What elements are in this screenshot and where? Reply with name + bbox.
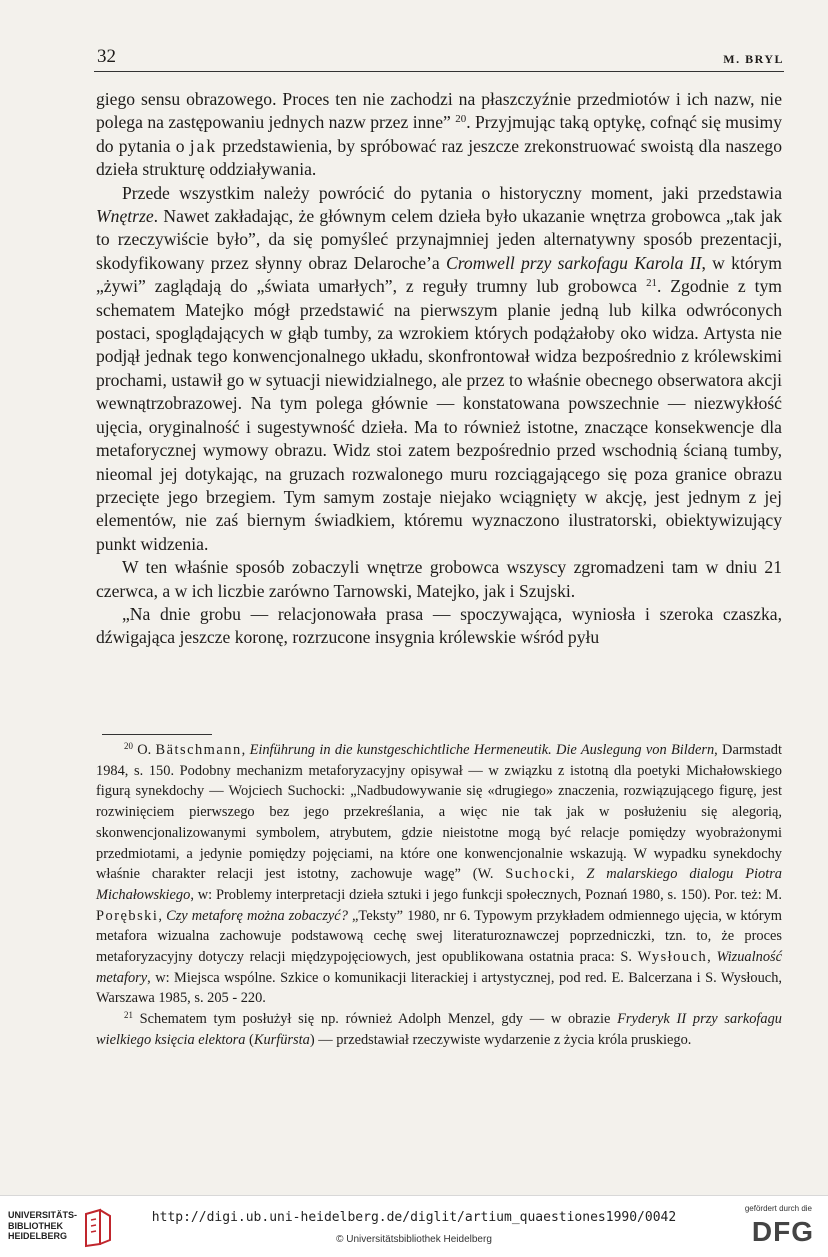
body-paragraph: W ten właśnie sposób zobaczyli wnętrze grobowca wszyscy zgromadzeni tam w dniu 21 czerwca, a w ich liczbie zarówno Tarnowski, Matejko, jak i Szujski. <box>96 557 782 601</box>
dfg-logo: DFG <box>751 1216 814 1247</box>
footnote-rule <box>102 734 212 735</box>
body-text <box>96 88 782 650</box>
funding-label: gefördert durch die <box>744 1204 812 1213</box>
viewer-footer <box>0 1195 828 1257</box>
body-paragraph: Przede wszystkim należy powrócić do pytania o historyczny moment, jaki przedstawia Wnętrze. Nawet zakładając, że głównym celem dzieła było ukazanie wnętrza grobowca „tak jak to rzeczywiście było”, da się pomyśleć przynajmniej jeden alternatywny sposób prezentacji, skodyfikowany przez słynny obraz Delaroche’a Cromwell przy sarkofagu Karola II, w którym „żywi” zaglądają do „świata umarłych”, z reguły trumny lub grobowca $^{21}$. Zgodnie z tym schematem Matejko mógł przedstawić na pierwszym planie jedną lub kilka odwróconych postaci, spoglądających w głąb tumby, za wzrokiem których podążałoby oko widza. Artysta nie podjął jednak tego konwencjonalnego układu, skonfrontował widza bezpośrednio z królewskimi prochami, ustawił go w sytuacji niewidzialnego, ale przez to właśnie obecnego obserwatora akcji wewnątrzobrazowej. Na tym polega głównie — konstatowana powszechnie — niezwykłość ujęcia, oryginalność i sugestywność dzieła. Ma to również istotne, znaczące konsekwencje dla metaforycznej wymowy obrazu. Widz stoi zatem bezpośrednio przed wschodnią ścianą tumby, nieomal jej dotykając, na gruzach rozwalonego muru rozciągającego się poza granice obrazu przecięte jego brzegiem. Tym samym zostaje niejako wciągnięty w akcję, jest jednym z jej elementów, nie zaś biernym świadkiem, któremu wyznaczono ilustratorski, obiektywizujący punkt widzenia. <box>96 182 782 554</box>
body-paragraph: giego sensu obrazowego. Proces ten nie zachodzi na płaszczyźnie przedmiotów i ich nazw, nie polega na zastępowaniu jednych nazw przez inne” $^{20}$. Przyjmując taką optykę, cofnąć się musimy do pytania o jak przedstawienia, by spróbować raz jeszcze zrekonstruować swoistą dla naszego dzieła strukturę oddziaływania. <box>96 89 783 180</box>
body-paragraph: „Na dnie grobu — relacjonowała prasa — spoczywająca, wyniosła i szeroka czaszka, dźwigająca jeszcze koronę, rozrzucone insygnia królewskie wśród pyłu <box>96 603 782 648</box>
library-name: UNIVERSITÄTS- BIBLIOTHEK HEIDELBERG <box>8 1210 78 1241</box>
footnotes <box>96 740 782 1051</box>
footnote: $^{21}$ Schematem tym posłużył się np. również Adolph Menzel, gdy — w obrazie Fryderyk II przy sarkofagu wielkiego księcia elektora (Kurfürsta) — przedstawiał rzeczywiste wydarzenie z życia króla pruskiego. <box>96 1010 782 1048</box>
footnote: $^{20}$ O. Bätschmann, Einführung in die kunstgeschichtliche Hermeneutik. Die Auslegung von Bildern, Darmstadt 1984, s. 150. Podobny mechanizm metaforyzacyjny opisywał — w związku z istotną dla poetyki Michałowskiego figurą synekdochy — Wojciech Suchocki: „Nadbudowywanie się «drugiego» znaczenia, rozwiązującego figurę, jest rozwinięciem pierwszego bez jego przekreślania, a więc nie tak jak w posłużeniu się alegorią, skonwencjonalizowanymi symbolem, atrybutem, gdzie nieistotne mogą być relacje pomiędzy wyobrażonymi przedmiotami, a jedynie pomiędzy pojęciami, na które one konwencjonalnie wskazują. W wypadku synekdochy właśnie charakter relacji jest istotny, zachowuje wagę” (W. Suchocki, Z malarskiego dialogu Piotra Michałowskiego, w: Problemy interpretacji dzieła sztuki i jego funkcji społecznych, Poznań 1980, s. 150). Por. też: M. Porębski, Czy metaforę można zobaczyć? „Teksty” 1980, nr 6. Typowym przykładem odmiennego ujęcia, w którym metafora wizualna zachowuje podstawową cechę swej literaturoznawczej poprzedniczki, tzn. to, że proces metaforyzacyjny dotyczy relacji międzypojęciowych, jest opublikowana ostatnia praca: S. Wysłouch, Wizualność metafory, w: Miejsca wspólne. Szkice o komunikacji literackiej i artystycznej, pod red. E. Balcerzana i S. Wysłouch, Warszawa 1985, s. 205 - 220. <box>96 741 783 1007</box>
running-head: M. BRYL <box>723 52 784 66</box>
header-rule <box>94 71 784 72</box>
page-number: 32 <box>97 46 116 67</box>
page-url-link[interactable]: http://digi.ub.uni-heidelberg.de/diglit/artium_quaestiones1990/0042 <box>151 1210 677 1225</box>
page-header <box>94 46 784 72</box>
copyright-notice: © Universitätsbibliothek Heidelberg <box>336 1234 492 1245</box>
